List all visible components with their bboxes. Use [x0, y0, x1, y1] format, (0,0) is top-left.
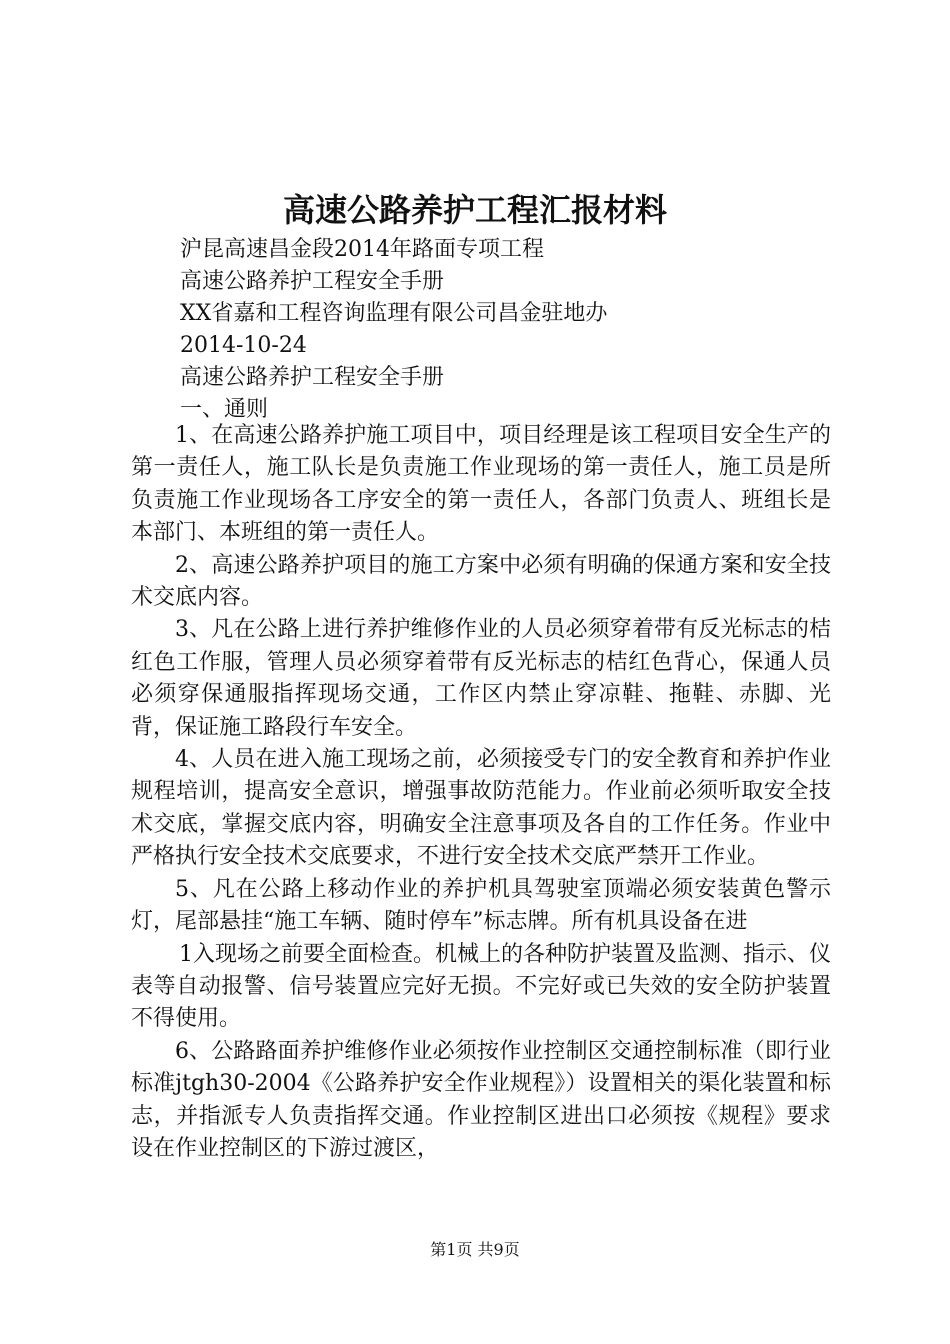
paragraph-6: 6、公路路面养护维修作业必须按作业控制区交通控制标准（即行业标准jtgh30-2004《公路养护安全作业规程》）设置相关的渠化装置和标志，并指派专人负责指挥交通。作业控制区进出口必须按《规程》要求设在作业控制区的下游过渡区， — [131, 1038, 831, 1161]
paragraph-3: 3、凡在公路上进行养护维修作业的人员必须穿着带有反光标志的桔红色工作服，管理人员必须穿着带有反光标志的桔红色背心，保通人员必须穿保通服指挥现场交通，工作区内禁止穿凉鞋、拖鞋、赤脚、光背，保证施工路段行车安全。 — [131, 617, 831, 740]
page-number-footer: 第1页 共9页 — [430, 1240, 520, 1259]
document-body — [131, 420, 831, 1165]
document-title: 高速公路养护工程汇报材料 — [282, 191, 667, 229]
document-meta — [180, 234, 607, 426]
paragraph-1: 1、在高速公路养护施工项目中，项目经理是该工程项目安全生产的第一责任人，施工队长是负责施工作业现场的第一责任人，施工员是所负责施工作业现场各工序安全的第一责任人，各部门负责人、班组长是本部门、本班组的第一责任人。 — [131, 423, 831, 546]
paragraph-2: 2、高速公路养护项目的施工方案中必须有明确的保通方案和安全技术交底内容。 — [131, 552, 831, 611]
manual-title: 高速公路养护工程安全手册 — [180, 269, 445, 294]
paragraph-5: 5、凡在公路上移动作业的养护机具驾驶室顶端必须安装黄色警示灯，尾部悬挂“施工车辆、随时停车”标志牌。所有机具设备在进 — [131, 876, 831, 935]
company-name: XX省嘉和工程咨询监理有限公司昌金驻地办 — [180, 301, 608, 326]
manual-title-repeat: 高速公路养护工程安全手册 — [180, 365, 445, 390]
paragraph-4: 4、人员在进入施工现场之前，必须接受专门的安全教育和养护作业规程培训，提高安全意识，增强事故防范能力。作业前必须听取安全技术交底，掌握交底内容，明确安全注意事项及各自的工作任务。作业中严格执行安全技术交底要求，不进行安全技术交底严禁开工作业。 — [131, 747, 831, 870]
section-heading: 一、通则 — [180, 397, 269, 422]
document-date: 2014-10-24 — [180, 333, 307, 358]
paragraph-5-continued: 1入现场之前要全面检查。机械上的各种防护装置及监测、指示、仪表等自动报警、信号装置应完好无损。不完好或已失效的安全防护装置不得使用。 — [131, 941, 831, 1032]
project-name: 沪昆高速昌金段2014年路面专项工程 — [180, 237, 544, 262]
